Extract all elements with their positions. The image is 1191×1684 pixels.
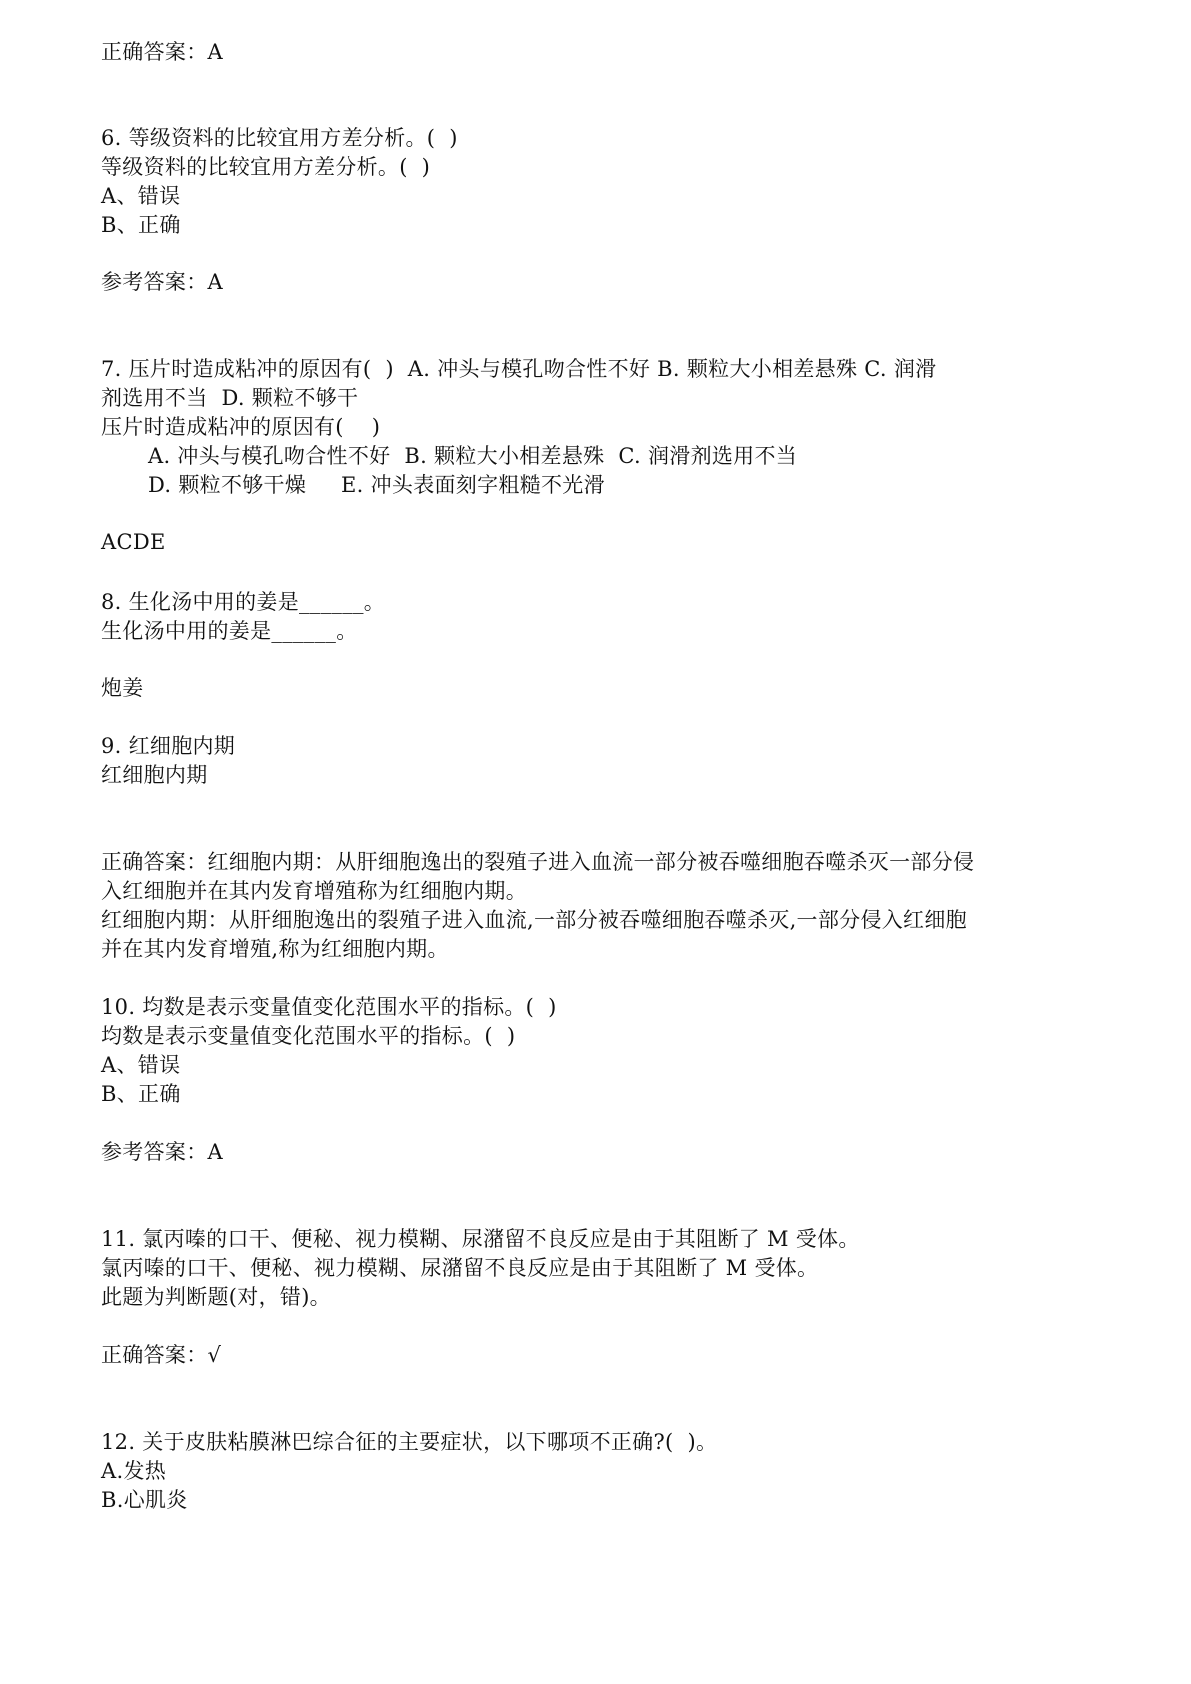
question-10-title: 10. 均数是表示变量值变化范围水平的指标。( ) — [101, 995, 557, 1019]
question-11-body: 氯丙嗪的口干、便秘、视力模糊、尿潴留不良反应是由于其阻断了 M 受体。 — [101, 1256, 819, 1280]
answer-7: ACDE — [101, 530, 166, 554]
question-9-body: 红细胞内期 — [101, 763, 208, 787]
question-7-body: 压片时造成粘冲的原因有( ) — [101, 415, 381, 439]
question-12-title: 12. 关于皮肤粘膜淋巴综合征的主要症状，以下哪项不正确?( )。 — [101, 1430, 718, 1454]
question-11-note: 此题为判断题(对，错)。 — [101, 1285, 331, 1309]
answer-11: 正确答案：√ — [101, 1343, 222, 1367]
answer-8: 炮姜 — [101, 676, 144, 700]
question-10-option-a: A、错误 — [101, 1053, 181, 1077]
question-7-options-line2: D. 颗粒不够干燥 E. 冲头表面刻字粗糙不光滑 — [148, 473, 605, 497]
question-7-title-line2: 剂选用不当 D. 颗粒不够干 — [101, 386, 359, 410]
question-6-body: 等级资料的比较宜用方差分析。( ) — [101, 155, 431, 179]
question-11-title: 11. 氯丙嗪的口干、便秘、视力模糊、尿潴留不良反应是由于其阻断了 M 受体。 — [101, 1227, 860, 1251]
answer-9-explanation-line1: 红细胞内期：从肝细胞逸出的裂殖子进入血流,一部分被吞噬细胞吞噬杀灭,一部分侵入红细胞 — [101, 908, 967, 932]
question-10-body: 均数是表示变量值变化范围水平的指标。( ) — [101, 1024, 516, 1048]
question-8-title: 8. 生化汤中用的姜是______。 — [101, 590, 386, 614]
answer-10: 参考答案：A — [101, 1140, 223, 1164]
question-12-option-b: B.心肌炎 — [101, 1488, 188, 1512]
answer-9-explanation-line2: 并在其内发育增殖,称为红细胞内期。 — [101, 937, 449, 961]
question-10-option-b: B、正确 — [101, 1082, 181, 1106]
question-7-title-line1: 7. 压片时造成粘冲的原因有( ) A. 冲头与模孔吻合性不好 B. 颗粒大小相差悬殊 C. 润滑 — [101, 357, 937, 381]
question-12-option-a: A.发热 — [101, 1459, 167, 1483]
answer-9-line1: 正确答案：红细胞内期：从肝细胞逸出的裂殖子进入血流一部分被吞噬细胞吞噬杀灭一部分侵 — [101, 850, 975, 874]
answer-6: 参考答案：A — [101, 270, 223, 294]
question-8-body: 生化汤中用的姜是______。 — [101, 619, 358, 643]
question-6-option-a: A、错误 — [101, 184, 181, 208]
answer-9-line2: 入红细胞并在其内发育增殖称为红细胞内期。 — [101, 879, 527, 903]
question-7-options-line1: A. 冲头与模孔吻合性不好 B. 颗粒大小相差悬殊 C. 润滑剂选用不当 — [148, 444, 798, 468]
answer-5: 正确答案：A — [101, 40, 223, 64]
question-6-option-b: B、正确 — [101, 213, 181, 237]
question-6-title: 6. 等级资料的比较宜用方差分析。( ) — [101, 126, 458, 150]
question-9-title: 9. 红细胞内期 — [101, 734, 236, 758]
